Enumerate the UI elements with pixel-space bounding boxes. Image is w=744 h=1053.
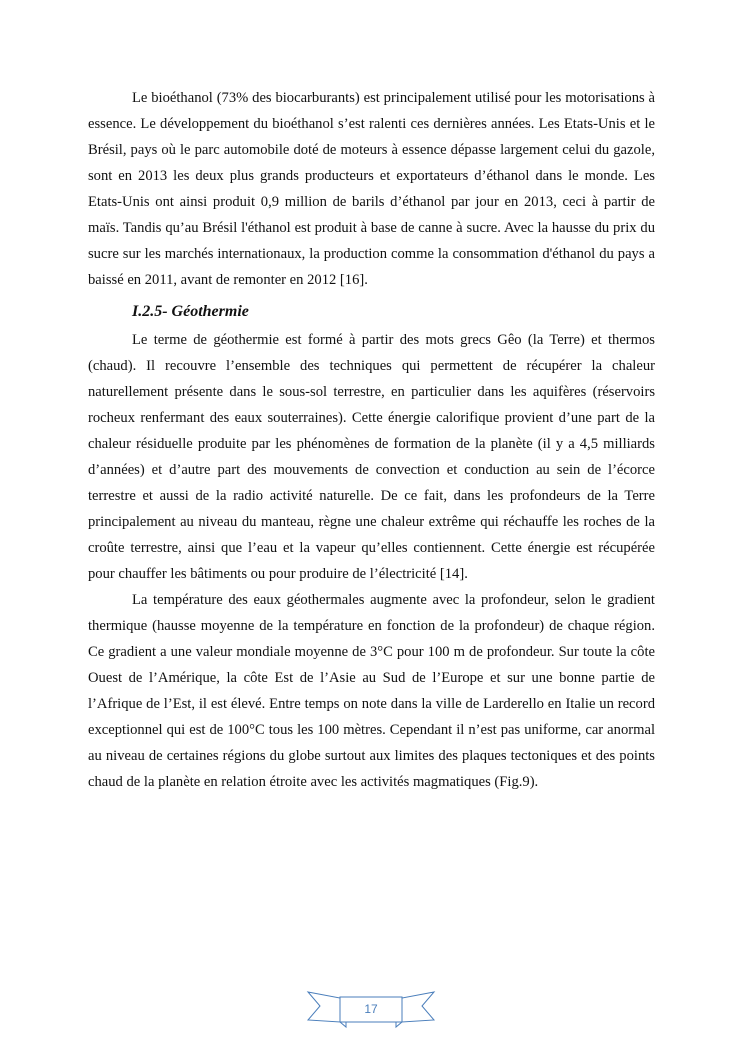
document-body	[88, 85, 655, 795]
paragraph-geothermie-definition: Le terme de géothermie est formé à partir des mots grecs Gêo (la Terre) et thermos (chaud). Il recouvre l’ensemble des techniques qui permettent de récupérer la chaleur naturellement présente dans le sous-sol terrestre, en particulier dans les aquifères (réservoirs rocheux renfermant des eaux souterraines). Cette énergie calorifique provient d’une part de la chaleur résiduelle produite par les phénomènes de formation de la planète (il y a 4,5 milliards d’années) et d’autre part des mouvements de convection et conduction au sein de l’écorce terrestre et aussi de la radio activité naturelle. De ce fait, dans les profondeurs de la Terre principalement au niveau du manteau, règne une chaleur extrême qui réchauffe les roches de la croûte terrestre, ainsi que l’eau et la vapeur qu’elles contiennent. Cette énergie est récupérée pour chauffer les bâtiments ou pour produire de l’électricité [14].	[88, 332, 655, 582]
page-number-ribbon	[306, 990, 436, 1030]
paragraph-bioethanol: Le bioéthanol (73% des biocarburants) est principalement utilisé pour les motorisations à essence. Le développement du bioéthanol s’est ralenti ces dernières années. Les Etats-Unis et le Brésil, pays où le parc automobile doté de moteurs à essence dépasse largement celui du gazole, sont en 2013 les deux plus grands producteurs et exportateurs d’éthanol dans le monde. Les Etats-Unis ont ainsi produit 0,9 million de barils d’éthanol par jour en 2013, ceci à partir de maïs. Tandis qu’au Brésil l'éthanol est produit à base de canne à sucre. Avec la hausse du prix du sucre sur les marchés internationaux, la production comme la consommation d'éthanol du pays a baissé en 2011, avant de remonter en 2012 [16].	[88, 90, 655, 288]
section-heading-geothermie: I.2.5- Géothermie	[132, 303, 249, 320]
page-number: 17	[364, 1002, 378, 1016]
paragraph-geothermal-temperature: La température des eaux géothermales augmente avec la profondeur, selon le gradient thermique (hausse moyenne de la température en fonction de la profondeur) de chaque région. Ce gradient a une valeur mondiale moyenne de 3°C pour 100 m de profondeur. Sur toute la côte Ouest de l’Amérique, la côte Est de l’Asie au Sud de l’Europe et sur une bonne partie de l’Afrique de l’Est, il est élevé. Entre temps on note dans la ville de Larderello en Italie un record exceptionnel qui est de 100°C tous les 100 mètres. Cependant il n’est pas uniforme, car anormal au niveau de certaines régions du globe surtout aux limites des plaques tectoniques et des points chaud de la planète en relation étroite avec les activités magmatiques (Fig.9).	[88, 592, 655, 790]
